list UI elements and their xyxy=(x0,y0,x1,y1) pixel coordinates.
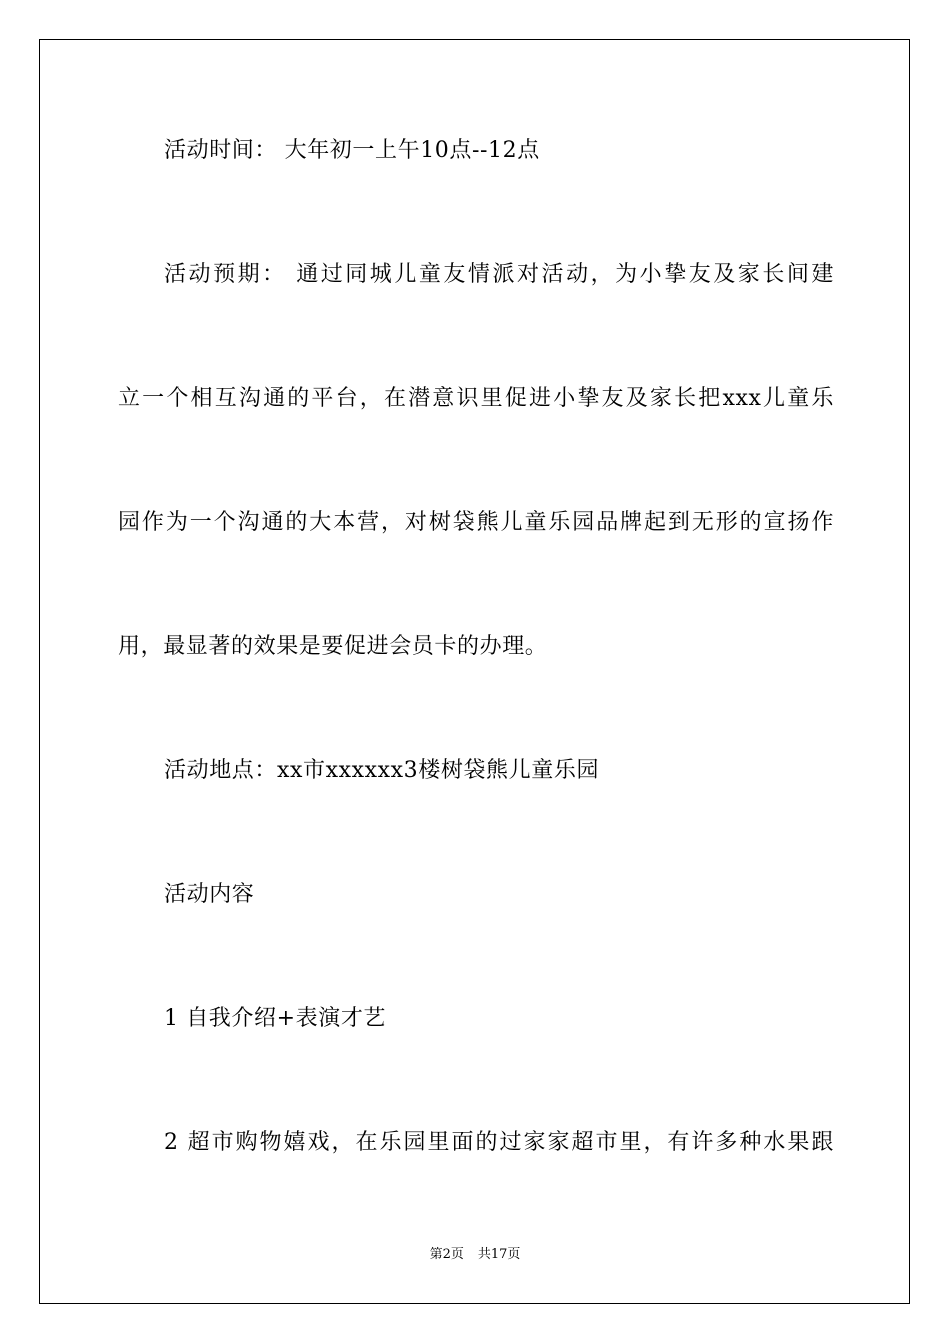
paragraph-activity-expectation-line-1: 活动预期： 通过同城儿童友情派对活动，为小挚友及家长间建 xyxy=(164,262,834,287)
list-item-2: 2 超市购物嬉戏，在乐园里面的过家家超市里，有许多种水果跟 xyxy=(164,1130,834,1155)
paragraph-activity-expectation-line-2: 立一个相互沟通的平台，在潜意识里促进小挚友及家长把xxx儿童乐 xyxy=(118,386,834,411)
page-number: 第2页 xyxy=(429,1247,464,1262)
page-border xyxy=(39,39,910,1304)
paragraph-activity-expectation-line-4: 用，最显著的效果是要促进会员卡的办理。 xyxy=(118,634,548,659)
heading-activity-content: 活动内容 xyxy=(164,882,255,907)
paragraph-activity-expectation-line-3: 园作为一个沟通的大本营，对树袋熊儿童乐园品牌起到无形的宣扬作 xyxy=(118,510,834,535)
paragraph-activity-time: 活动时间： 大年初一上午10点--12点 xyxy=(164,138,540,163)
list-item-1: 1 自我介绍+表演才艺 xyxy=(164,1006,387,1031)
paragraph-activity-location: 活动地点：xx市xxxxxx3楼树袋熊儿童乐园 xyxy=(164,758,600,783)
page-total: 共17页 xyxy=(477,1247,521,1262)
page-footer xyxy=(0,1246,950,1264)
